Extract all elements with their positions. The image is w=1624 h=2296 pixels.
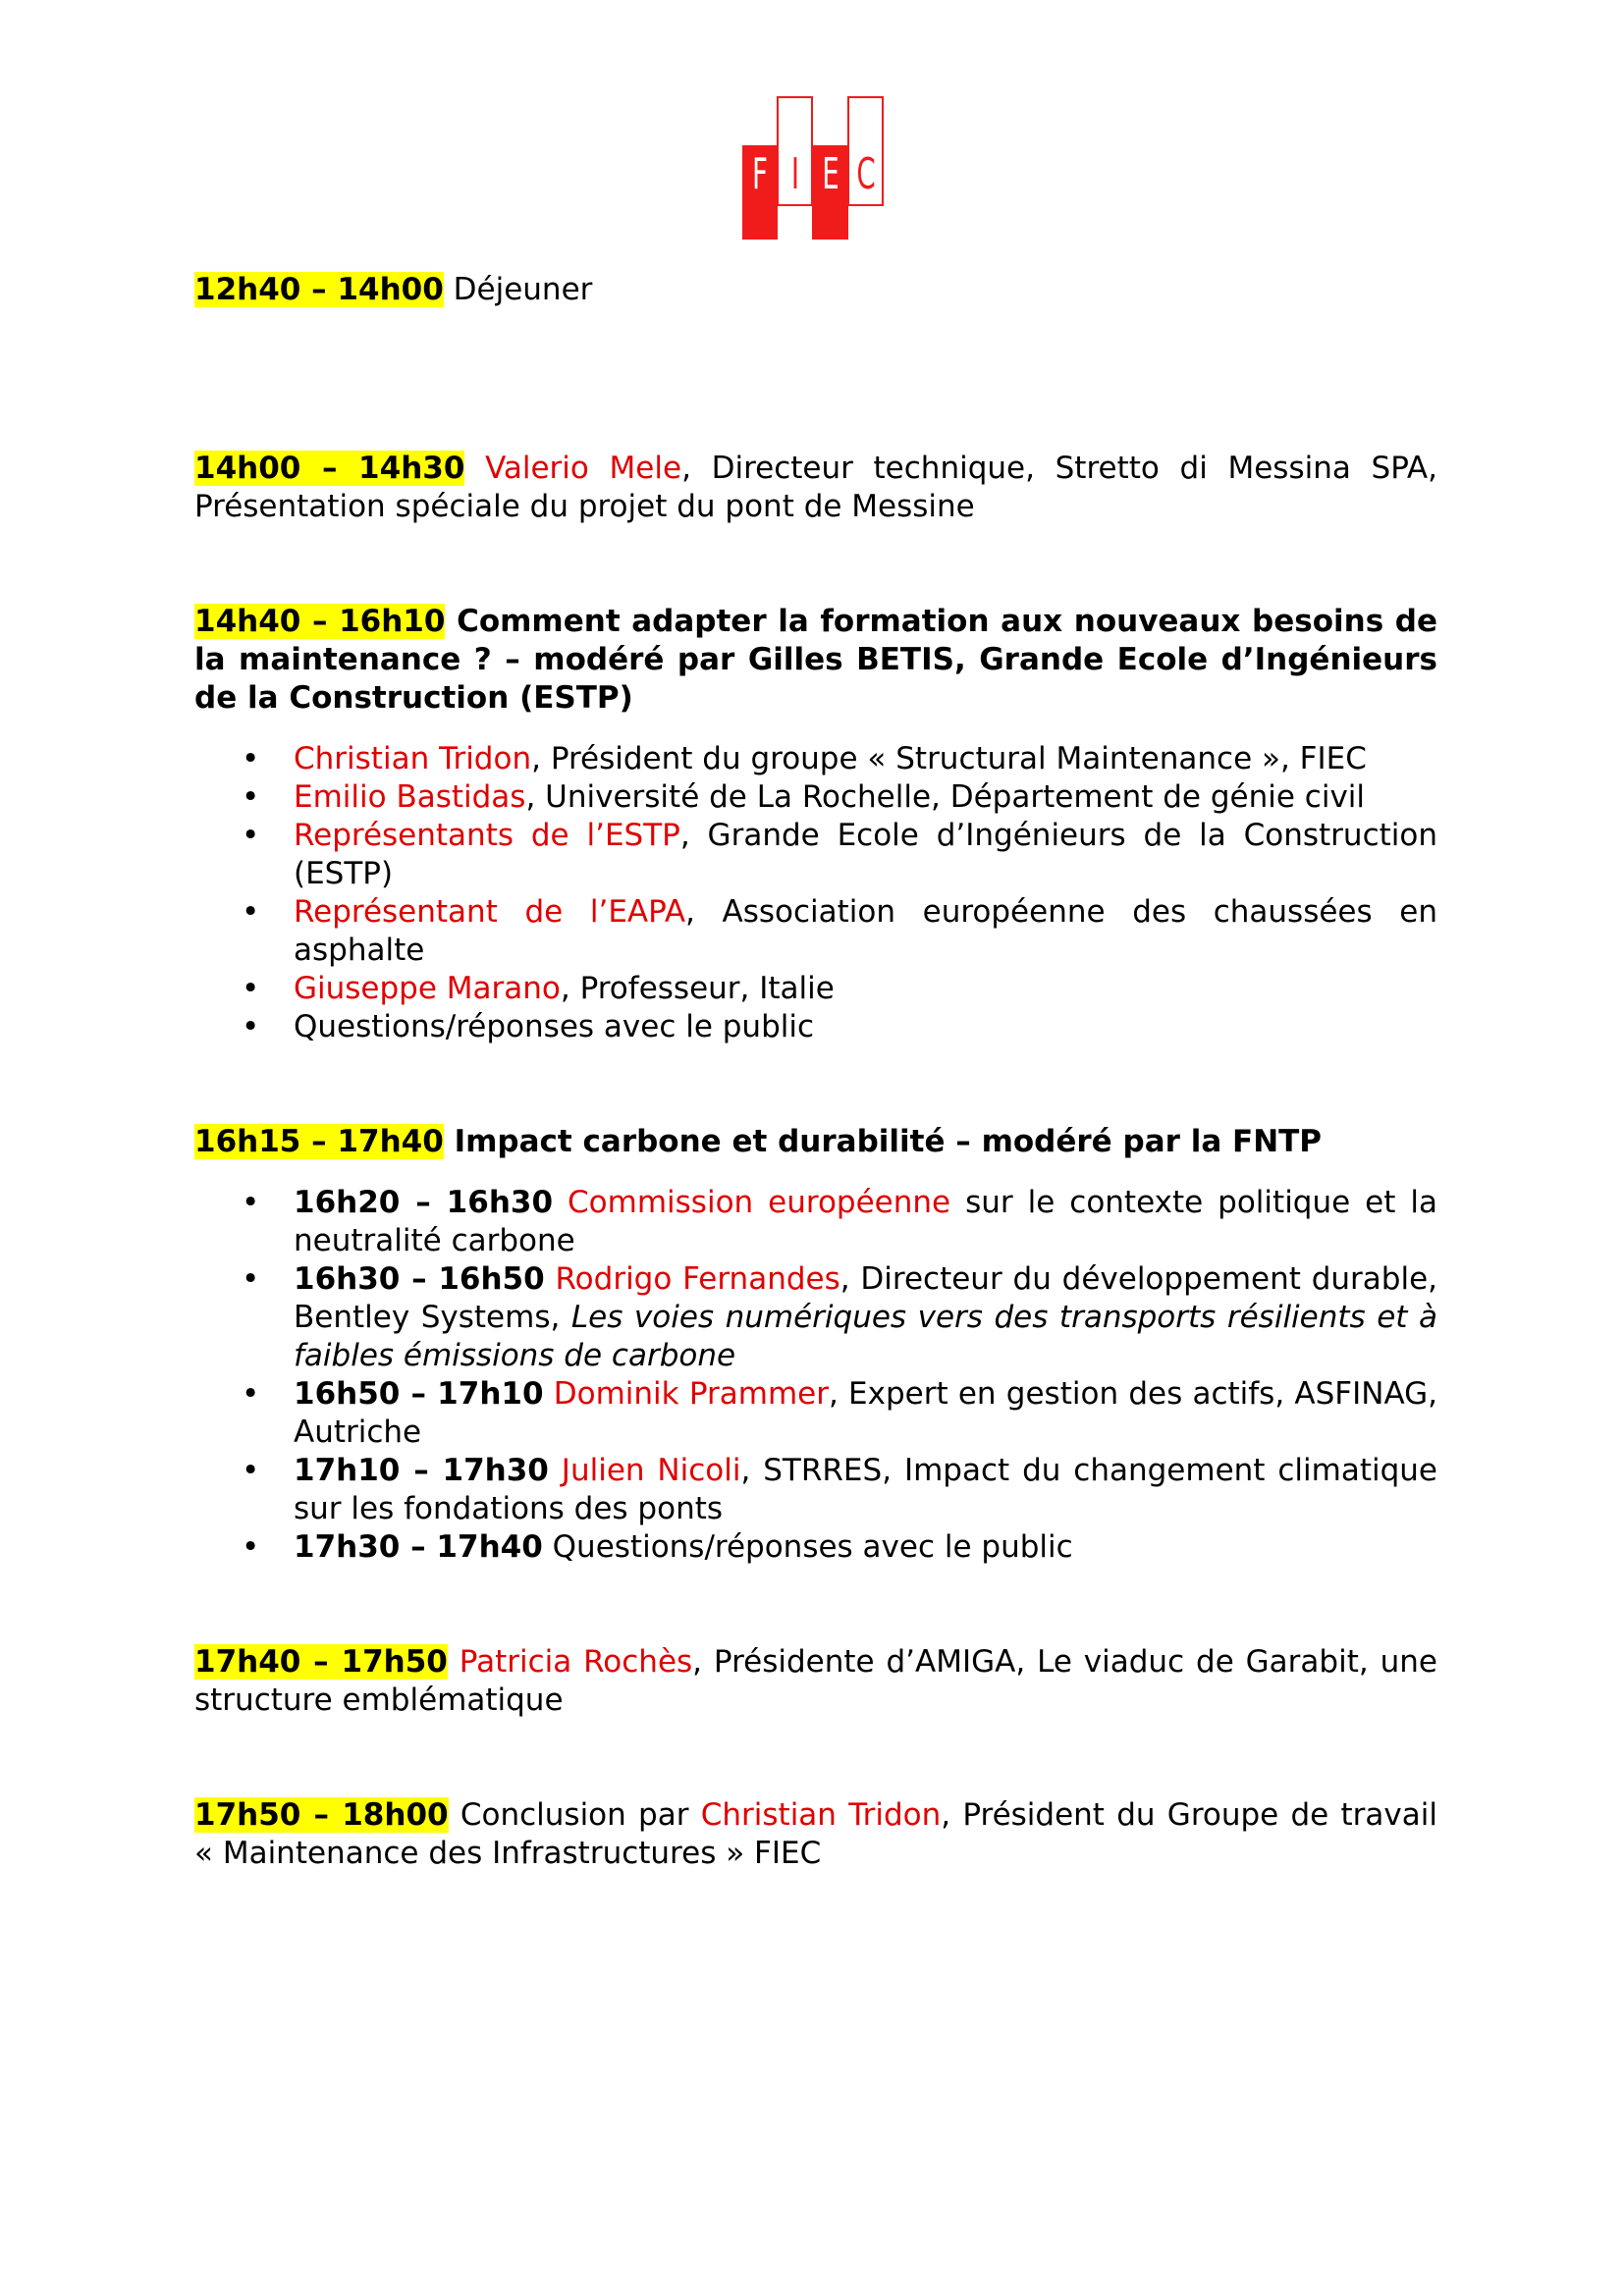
- time-slot: 17h50 – 18h00: [194, 1797, 449, 1833]
- agenda-session-5: [194, 1796, 1437, 1873]
- list-item: [194, 1008, 1437, 1046]
- agenda-session-4: [194, 1643, 1437, 1720]
- bullet-icon: •: [242, 818, 260, 853]
- speaker-name: Julien Nicoli: [561, 1453, 741, 1488]
- logo-letter: I: [790, 149, 800, 199]
- time-slot: 14h40 – 16h10: [194, 604, 446, 639]
- talk-list: [194, 1184, 1437, 1567]
- session-description: , Président du Groupe de travail « Maintenance des Infrastructures » FIEC: [194, 1797, 1437, 1871]
- list-item: [194, 893, 1437, 970]
- talk-time: 16h20 – 16h30: [294, 1185, 554, 1220]
- item-text: Questions/réponses avec le public: [294, 1009, 815, 1044]
- session-title: Comment adapter la formation aux nouveaux besoins de la maintenance ? – modéré par Gilles BETIS, Grande Ecole d’Ingénieurs de la Construction (ESTP): [194, 604, 1437, 716]
- speaker-name: Christian Tridon: [700, 1797, 942, 1833]
- bullet-icon: •: [242, 894, 260, 930]
- speaker-affiliation: , Président du groupe « Structural Maintenance », FIEC: [531, 741, 1367, 776]
- time-slot: 12h40 – 14h00: [194, 272, 444, 307]
- speaker-name: Giuseppe Marano: [294, 971, 561, 1006]
- session-title: Impact carbone et durabilité – modéré par la FNTP: [443, 1124, 1323, 1159]
- time-slot: 14h00 – 14h30: [194, 451, 465, 486]
- talk-time: 17h30 – 17h40: [294, 1529, 543, 1565]
- bullet-icon: •: [242, 1185, 260, 1220]
- list-item: [194, 740, 1437, 778]
- list-item: [194, 1452, 1437, 1528]
- talk-description: sur le contexte politique et la neutralité carbone: [294, 1185, 1437, 1258]
- session-description: , Directeur technique, Stretto di Messina SPA, Présentation spéciale du projet du pont de Messine: [194, 451, 1437, 524]
- speaker-name: Emilio Bastidas: [294, 779, 526, 815]
- logo-letter: F: [752, 149, 768, 199]
- speaker-affiliation: , Professeur, Italie: [560, 971, 835, 1006]
- list-item: [194, 1375, 1437, 1452]
- list-item: [194, 1260, 1437, 1375]
- logo-letter: C: [856, 149, 876, 199]
- bullet-icon: •: [242, 1261, 260, 1297]
- talk-description: Questions/réponses avec le public: [542, 1529, 1073, 1565]
- speaker-affiliation: , Association européenne des chaussées en asphalte: [294, 894, 1437, 968]
- agenda-lunch: [194, 271, 1437, 309]
- speaker-name: Christian Tridon: [294, 741, 532, 776]
- list-item: [194, 1184, 1437, 1260]
- speaker-name: Représentants de l’ESTP: [294, 818, 680, 853]
- speaker-name: Représentant de l’EAPA: [294, 894, 686, 930]
- talk-description: , Directeur du développement durable, Bentley Systems,: [294, 1261, 1437, 1335]
- logo-letter: E: [822, 149, 839, 199]
- bullet-icon: •: [242, 1376, 260, 1412]
- time-slot: 16h15 – 17h40: [194, 1124, 444, 1159]
- session-description: , Présidente d’AMIGA, Le viaduc de Garabit, une structure emblématique: [194, 1644, 1437, 1718]
- speaker-name: Valerio Mele: [485, 451, 682, 486]
- list-item: [194, 778, 1437, 817]
- list-item: [194, 1528, 1437, 1567]
- session-intro: Conclusion par: [448, 1797, 701, 1833]
- list-item: [194, 970, 1437, 1008]
- speaker-affiliation: , Grande Ecole d’Ingénieurs de la Construction (ESTP): [294, 818, 1437, 891]
- agenda-session-3: [194, 1123, 1437, 1161]
- lunch-text: Déjeuner: [443, 272, 593, 307]
- time-slot: 17h40 – 17h50: [194, 1644, 448, 1680]
- speaker-list: [194, 740, 1437, 1046]
- bullet-icon: •: [242, 971, 260, 1006]
- bullet-icon: •: [242, 1453, 260, 1488]
- talk-title: Les voies numériques vers des transports résilients et à faibles émissions de carbone: [294, 1300, 1438, 1373]
- talk-description: , Expert en gestion des actifs, ASFINAG, Autriche: [294, 1376, 1437, 1450]
- bullet-icon: •: [242, 741, 260, 776]
- talk-time: 17h10 – 17h30: [294, 1453, 549, 1488]
- bullet-icon: •: [242, 1529, 260, 1565]
- talk-time: 16h30 – 16h50: [294, 1261, 545, 1297]
- bullet-icon: •: [242, 1009, 260, 1044]
- speaker-affiliation: , Université de La Rochelle, Département de génie civil: [525, 779, 1366, 815]
- fiec-logo: [742, 96, 885, 240]
- agenda-session-2: [194, 603, 1437, 718]
- talk-time: 16h50 – 17h10: [294, 1376, 544, 1412]
- bullet-icon: •: [242, 779, 260, 815]
- speaker-name: Dominik Prammer: [553, 1376, 829, 1412]
- speaker-name: Patricia Rochès: [459, 1644, 693, 1680]
- agenda-session-1: [194, 450, 1437, 526]
- list-item: [194, 817, 1437, 893]
- speaker-name: Commission européenne: [568, 1185, 951, 1220]
- agenda: [194, 271, 1437, 1873]
- speaker-name: Rodrigo Fernandes: [555, 1261, 840, 1297]
- talk-description: , STRRES, Impact du changement climatique sur les fondations des ponts: [294, 1453, 1437, 1526]
